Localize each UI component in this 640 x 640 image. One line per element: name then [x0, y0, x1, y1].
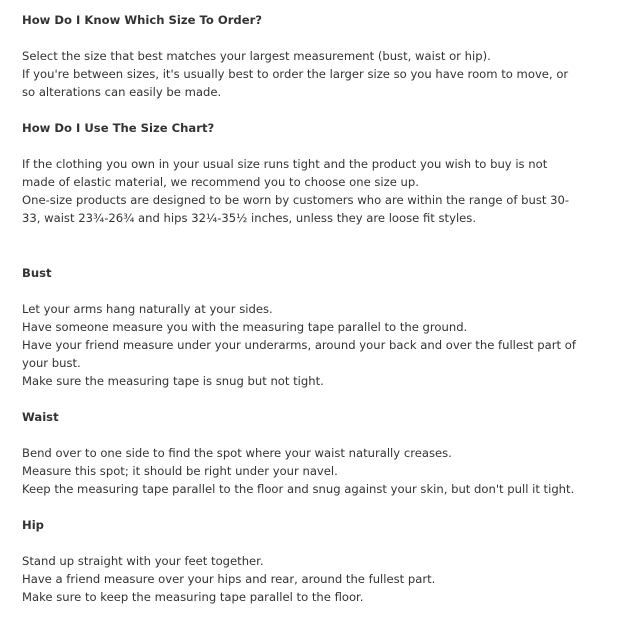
body-line: Stand up straight with your feet together. — [22, 554, 264, 568]
section-heading-hip: Hip — [22, 518, 44, 532]
body-line: Select the size that best matches your largest measurement (bust, waist or hip). — [22, 49, 491, 63]
section-heading-bust: Bust — [22, 266, 52, 280]
body-line: Have your friend measure under your underarms, around your back and over the fullest part of — [22, 338, 576, 352]
section-body-bust — [22, 300, 636, 390]
body-line: If you're between sizes, it's usually best to order the larger size so you have room to move, or — [22, 67, 569, 81]
section-body-which-size — [22, 47, 636, 101]
body-line: Keep the measuring tape parallel to the floor and snug against your skin, but don't pull it tight. — [22, 482, 575, 496]
body-line: 33, waist 23¾-26¾ and hips 32¼-35½ inches, unless they are loose fit styles. — [22, 211, 477, 225]
section-body-hip — [22, 552, 636, 606]
body-line: If the clothing you own in your usual size runs tight and the product you wish to buy is not — [22, 157, 548, 171]
section-heading-which-size: How Do I Know Which Size To Order? — [22, 13, 263, 27]
body-line: made of elastic material, we recommend you to choose one size up. — [22, 175, 419, 189]
section-heading-size-chart: How Do I Use The Size Chart? — [22, 121, 215, 135]
body-line: your bust. — [22, 356, 81, 370]
body-line: Have someone measure you with the measuring tape parallel to the ground. — [22, 320, 468, 334]
body-line: so alterations can easily be made. — [22, 85, 222, 99]
body-line: Measure this spot; it should be right under your navel. — [22, 464, 338, 478]
body-line: One-size products are designed to be worn by customers who are within the range of bust 30- — [22, 193, 570, 207]
section-heading-waist: Waist — [22, 410, 59, 424]
section-body-size-chart — [22, 155, 636, 227]
body-line: Have a friend measure over your hips and rear, around the fullest part. — [22, 572, 436, 586]
section-body-waist — [22, 444, 636, 498]
body-line: Let your arms hang naturally at your sides. — [22, 302, 273, 316]
body-line: Bend over to one side to find the spot where your waist naturally creases. — [22, 446, 452, 460]
body-line: Make sure the measuring tape is snug but not tight. — [22, 374, 324, 388]
body-line: Make sure to keep the measuring tape parallel to the floor. — [22, 590, 364, 604]
